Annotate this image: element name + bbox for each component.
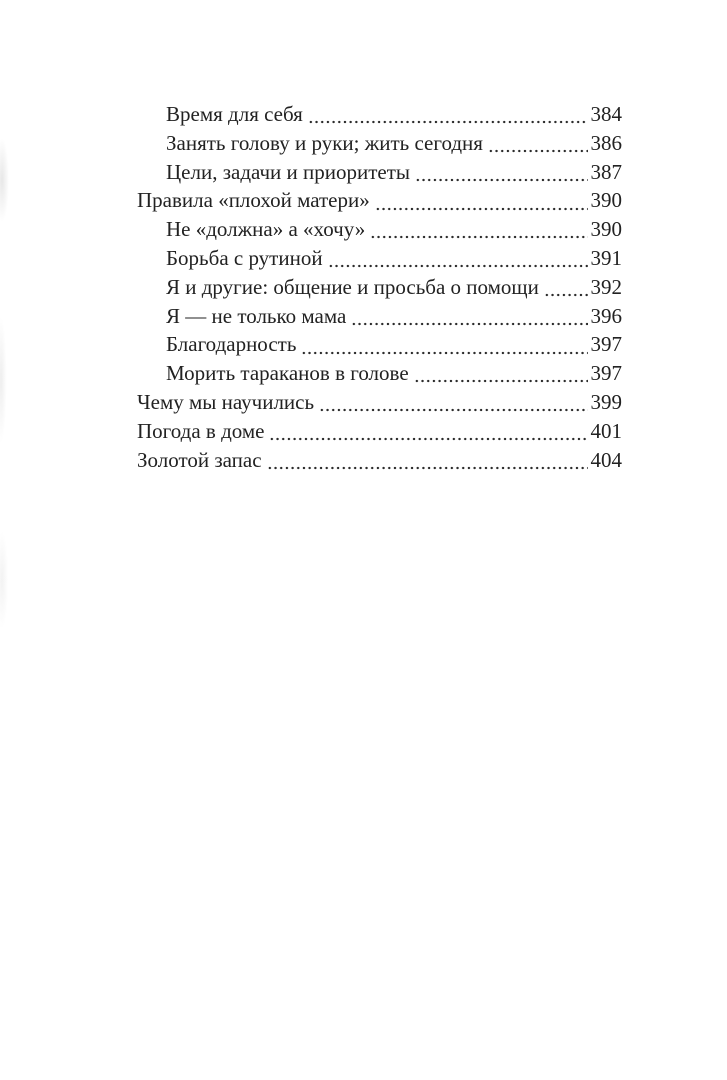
toc-entry-label: Чему мы научились bbox=[137, 389, 315, 414]
toc-dot-leader bbox=[375, 186, 588, 215]
toc-entry-label: Не «должна» а «хочу» bbox=[166, 217, 366, 242]
toc-entry-page: 397 bbox=[590, 361, 622, 386]
toc-entry-label: Борьба с рутиной bbox=[166, 245, 323, 270]
toc-entry bbox=[137, 417, 622, 446]
toc-dot-leader bbox=[319, 388, 587, 417]
toc-dot-leader bbox=[301, 330, 587, 359]
toc-entry bbox=[137, 446, 622, 475]
toc-entry-page: 404 bbox=[590, 447, 622, 472]
toc-dot-leader bbox=[267, 446, 588, 475]
toc-list bbox=[137, 100, 622, 474]
toc-entry-page: 386 bbox=[590, 130, 622, 155]
scan-artifact-left-edge bbox=[0, 60, 14, 1020]
toc-entry-page: 397 bbox=[590, 332, 622, 357]
toc-entry-label: Занять голову и руки; жить сегодня bbox=[166, 130, 483, 155]
toc-dot-leader bbox=[544, 273, 588, 302]
toc-dot-leader bbox=[269, 417, 587, 446]
toc-entry-page: 392 bbox=[590, 274, 622, 299]
toc-dot-leader bbox=[488, 129, 588, 158]
toc-entry bbox=[137, 302, 622, 331]
toc-dot-leader bbox=[328, 244, 588, 273]
toc-entry-label: Я и другие: общение и просьба о помощи bbox=[166, 274, 539, 299]
toc-entry bbox=[137, 359, 622, 388]
toc-entry bbox=[137, 100, 622, 129]
toc-entry-page: 390 bbox=[590, 188, 622, 213]
toc-entry-page: 384 bbox=[590, 102, 622, 126]
toc-entry-page: 399 bbox=[590, 389, 622, 414]
toc-dot-leader bbox=[351, 302, 587, 331]
toc-entry bbox=[137, 129, 622, 158]
toc-entry-label: Погода в доме bbox=[137, 418, 265, 443]
toc-dot-leader bbox=[370, 215, 587, 244]
toc-dot-leader bbox=[308, 100, 588, 129]
toc-dot-leader bbox=[414, 359, 588, 388]
toc-entry-label: Морить тараканов в голове bbox=[166, 361, 409, 386]
toc-entry-page: 391 bbox=[590, 245, 622, 270]
toc-entry bbox=[137, 244, 622, 273]
toc-entry-page: 401 bbox=[590, 418, 622, 443]
toc-entry-label: Я — не только мама bbox=[166, 303, 347, 328]
toc-entry-label: Время для себя bbox=[166, 102, 303, 126]
toc-entry-label: Правила «плохой матери» bbox=[137, 188, 370, 213]
toc-entry-page: 387 bbox=[590, 159, 622, 184]
toc-entry bbox=[137, 158, 622, 187]
toc-entry bbox=[137, 186, 622, 215]
toc-entry-label: Благодарность bbox=[166, 332, 297, 357]
toc-dot-leader bbox=[415, 158, 587, 187]
toc-entry-label: Цели, задачи и приоритеты bbox=[166, 159, 411, 184]
toc-entry-page: 390 bbox=[590, 217, 622, 242]
toc-entry bbox=[137, 215, 622, 244]
toc-entry bbox=[137, 330, 622, 359]
toc-entry bbox=[137, 388, 622, 417]
toc-entry-label: Золотой запас bbox=[137, 447, 262, 472]
toc-entry bbox=[137, 273, 622, 302]
toc-entry-page: 396 bbox=[590, 303, 622, 328]
